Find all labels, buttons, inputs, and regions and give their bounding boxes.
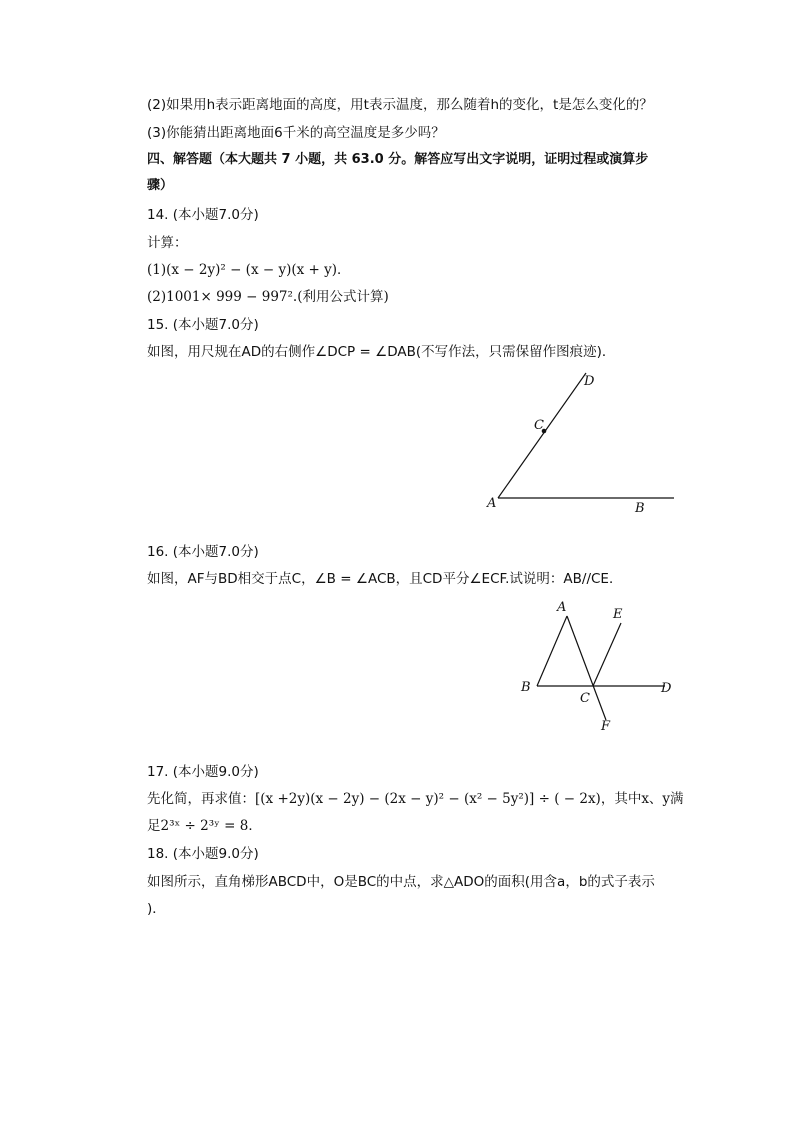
label-d: D — [661, 681, 672, 696]
label-a: A — [487, 496, 497, 511]
q18-header: 18. (本小题9.0分) — [147, 846, 259, 862]
q15-header: 15. (本小题7.0分) — [147, 317, 259, 333]
label-c: C — [580, 691, 590, 706]
label-d: D — [584, 374, 595, 389]
label-a: A — [557, 600, 567, 615]
section-heading: 四、解答题（本大题共 7 小题，共 63.0 分。解答应写出文字说明，证明过程或演算步 — [147, 152, 649, 167]
q17-line2: 足2³ˣ ÷ 2³ʸ = 8． — [147, 818, 262, 834]
label-c: C — [534, 418, 544, 433]
label-f: F — [601, 719, 611, 734]
q16-header: 16. (本小题7.0分) — [147, 544, 259, 560]
q17-line1: 先化简，再求值：[(x +2y)(x − 2y) − (2x − y)² − (x² − 5y²)] ÷ ( − 2x)，其中x、y满 — [147, 791, 684, 807]
segment-ab — [537, 616, 567, 686]
label-b: B — [521, 680, 531, 695]
q15-text: 如图，用尺规在AD的右侧作∠DCP = ∠DAB(不写作法，只需保留作图痕迹)． — [147, 344, 616, 360]
q18-line1: 如图所示，直角梯形ABCD中，O是BC的中点，求△ADO的面积(用含a，b的式子表示 — [147, 874, 655, 890]
q13-part3: (3)你能猜出距离地面6千米的高空温度是多少吗？ — [147, 125, 445, 141]
q14-intro: 计算： — [147, 235, 188, 251]
q14-header: 14. (本小题7.0分) — [147, 207, 259, 223]
q14-part1: (1)(x − 2y)² − (x − y)(x + y)． — [147, 262, 351, 278]
label-b: B — [635, 501, 645, 515]
label-e: E — [613, 607, 623, 622]
q14-part2: (2)1001× 999 − 997².(利用公式计算) — [147, 289, 389, 305]
section-heading-cont: 骤） — [147, 178, 174, 193]
q16-figure — [515, 598, 685, 738]
ray-ce — [593, 623, 621, 686]
ray-ad — [498, 373, 586, 498]
q18-line2: )． — [147, 901, 166, 917]
q15-figure — [480, 365, 680, 515]
q16-text: 如图，AF与BD相交于点C，∠B = ∠ACB，且CD平分∠ECF.试说明：AB//CE． — [147, 571, 623, 587]
q17-header: 17. (本小题9.0分) — [147, 764, 259, 780]
q13-part2: (2)如果用h表示距离地面的高度，用t表示温度，那么随着h的变化，t是怎么变化的？ — [147, 97, 653, 113]
